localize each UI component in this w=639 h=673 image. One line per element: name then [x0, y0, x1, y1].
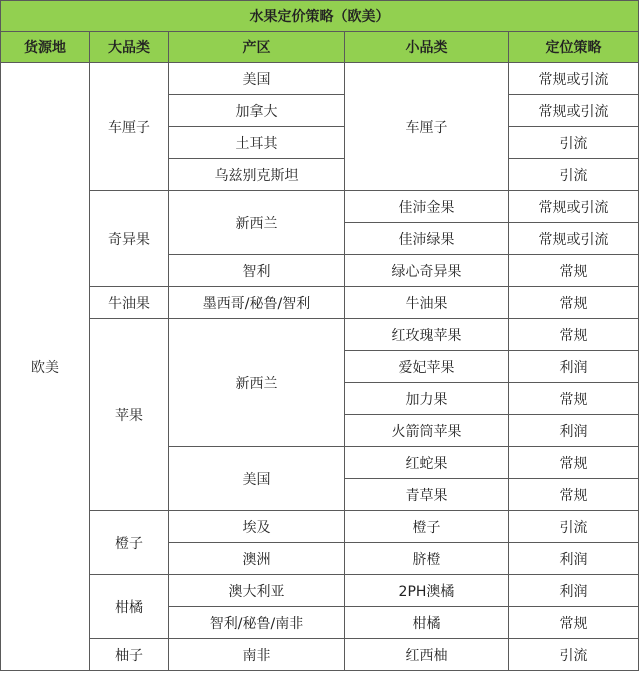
- table-row: [1, 63, 639, 95]
- cell-subcategory: 绿心奇异果: [345, 255, 509, 287]
- cell-origin: 新西兰: [169, 191, 345, 255]
- cell-category: 牛油果: [90, 287, 169, 319]
- cell-origin: 加拿大: [169, 95, 345, 127]
- table-row: [1, 319, 639, 351]
- cell-category: 车厘子: [90, 63, 169, 191]
- cell-origin: 墨西哥/秘鲁/智利: [169, 287, 345, 319]
- cell-strategy: 引流: [509, 127, 639, 159]
- cell-strategy: 常规或引流: [509, 95, 639, 127]
- cell-strategy: 常规: [509, 319, 639, 351]
- table-title: 水果定价策略（欧美）: [1, 1, 639, 32]
- cell-origin: 埃及: [169, 511, 345, 543]
- cell-category: 柚子: [90, 639, 169, 671]
- header-origin: 产区: [169, 32, 345, 63]
- cell-origin: 乌兹别克斯坦: [169, 159, 345, 191]
- cell-subcategory: 红蛇果: [345, 447, 509, 479]
- cell-strategy: 常规: [509, 287, 639, 319]
- cell-subcategory: 脐橙: [345, 543, 509, 575]
- header-category: 大品类: [90, 32, 169, 63]
- cell-subcategory: 火箭筒苹果: [345, 415, 509, 447]
- cell-strategy: 引流: [509, 511, 639, 543]
- cell-strategy: 常规: [509, 607, 639, 639]
- cell-subcategory: 佳沛绿果: [345, 223, 509, 255]
- cell-strategy: 利润: [509, 415, 639, 447]
- table-row: [1, 639, 639, 671]
- cell-category: 苹果: [90, 319, 169, 511]
- cell-origin: 美国: [169, 447, 345, 511]
- cell-subcategory: 车厘子: [345, 63, 509, 191]
- cell-subcategory: 佳沛金果: [345, 191, 509, 223]
- cell-strategy: 常规: [509, 479, 639, 511]
- cell-strategy: 引流: [509, 639, 639, 671]
- cell-strategy: 利润: [509, 543, 639, 575]
- cell-subcategory: 爱妃苹果: [345, 351, 509, 383]
- cell-subcategory: 青草果: [345, 479, 509, 511]
- cell-origin: 澳大利亚: [169, 575, 345, 607]
- cell-subcategory: 2PH澳橘: [345, 575, 509, 607]
- table-title-row: [1, 1, 639, 32]
- cell-subcategory: 加力果: [345, 383, 509, 415]
- cell-subcategory: 柑橘: [345, 607, 509, 639]
- cell-subcategory: 红玫瑰苹果: [345, 319, 509, 351]
- cell-origin: 土耳其: [169, 127, 345, 159]
- cell-origin: 智利/秘鲁/南非: [169, 607, 345, 639]
- cell-strategy: 常规或引流: [509, 223, 639, 255]
- table-row: [1, 511, 639, 543]
- cell-origin: 新西兰: [169, 319, 345, 447]
- cell-strategy: 常规: [509, 255, 639, 287]
- table-row: [1, 575, 639, 607]
- cell-origin: 智利: [169, 255, 345, 287]
- cell-origin: 澳洲: [169, 543, 345, 575]
- cell-origin: 美国: [169, 63, 345, 95]
- cell-region: 欧美: [1, 63, 90, 671]
- header-subcategory: 小品类: [345, 32, 509, 63]
- cell-strategy: 常规: [509, 447, 639, 479]
- cell-subcategory: 牛油果: [345, 287, 509, 319]
- table-header-row: [1, 32, 639, 63]
- cell-origin: 南非: [169, 639, 345, 671]
- cell-subcategory: 红西柚: [345, 639, 509, 671]
- table-row: [1, 191, 639, 223]
- cell-category: 橙子: [90, 511, 169, 575]
- cell-strategy: 引流: [509, 159, 639, 191]
- table-row: [1, 287, 639, 319]
- header-source: 货源地: [1, 32, 90, 63]
- cell-strategy: 常规: [509, 383, 639, 415]
- cell-category: 柑橘: [90, 575, 169, 639]
- cell-strategy: 常规或引流: [509, 191, 639, 223]
- cell-category: 奇异果: [90, 191, 169, 287]
- header-strategy: 定位策略: [509, 32, 639, 63]
- cell-strategy: 利润: [509, 351, 639, 383]
- cell-strategy: 常规或引流: [509, 63, 639, 95]
- cell-strategy: 利润: [509, 575, 639, 607]
- cell-subcategory: 橙子: [345, 511, 509, 543]
